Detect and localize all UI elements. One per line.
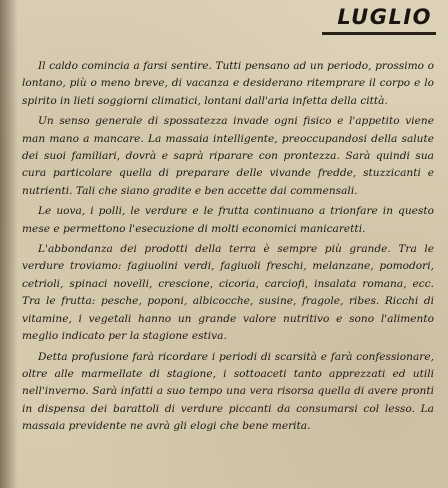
page-body: [22, 58, 434, 439]
paragraph-5: Detta profusione farà ricordare i periodi di scarsità e farà confessionare, oltre alle marmellate di stagione, i sottoaceti tanto apprezzati ed utili nell'inverno. Sarà infatti a suo tempo una vera risorsa quella di avere pronti in dispensa dei barattoli di verdure piccanti da consumarsi col lesso. La massaia previdente ne avrà gli elogi che bene merita.: [22, 350, 434, 433]
page-heading: LUGLIO: [337, 5, 432, 29]
paragraph-1: Il caldo comincia a farsi sentire. Tutti pensano ad un periodo, prossimo o lontano, più o meno breve, di vacanza e desiderano ritemprare il corpo e lo spirito in lieti soggiorni climatici, lontani dall'aria infetta della città.: [22, 60, 434, 107]
heading-underline: [322, 32, 436, 35]
paragraph-4: L'abbondanza dei prodotti della terra è sempre più grande. Tra le verdure troviamo: fagiuolini verdi, fagiuoli freschi, melanzane, pomodori, cetrioli, spinaci novelli, crescione, cicoria, carciofi, insalata romana, ecc. Tra le frutta: pesche, poponi, albicocche, susine, fragole, ribes. Ricchi di vitamine, i vegetali hanno un grande valore nutritivo e sono l'alimento meglio indicato per la stagione estiva.: [22, 243, 434, 343]
page-binding-shadow: [0, 0, 18, 488]
paragraph-3: Le uova, i polli, le verdure e le frutta continuano a trionfare in questo mese e permettono l'esecuzione di molti economici manicaretti.: [22, 205, 434, 235]
paragraph-2: Un senso generale di spossatezza invade ogni fisico e l'appetito viene man mano a mancare. La massaia intelligente, preoccupandosi della salute dei suoi familiari, dovrà e saprà riparare con prontezza. Sarà quindi sua cura particolare quella di preparare delle vivande fredde, stuzzicanti e nutrienti. Tali che siano gradite e ben accette dai commensali.: [22, 115, 434, 197]
